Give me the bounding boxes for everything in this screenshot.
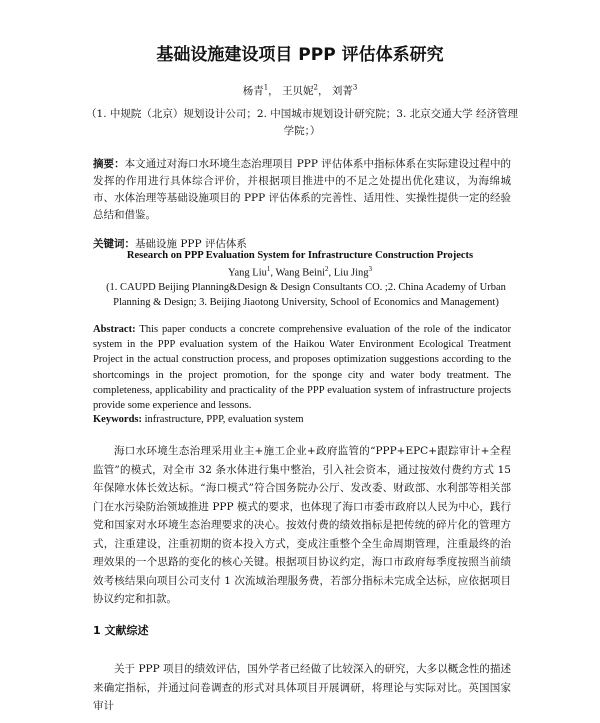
keywords-cn-text: 基础设施 PPP 评估体系 <box>135 238 247 250</box>
section-heading: 1 文献综述 <box>93 624 149 637</box>
author-list-cn <box>0 83 600 98</box>
author-sup: 1 <box>266 265 271 273</box>
abstract-cn-text: 本文通过对海口水环境生态治理项目 PPP 评估体系中指标体系在实际建设过程中的发挥的作用进行具体综合评价，并根据项目推进中的不足之处提出优化建议，为海绵城市、水体治理等基础设施项目的 PPP 评估体系的完善性、适用性、实操性提供一定的经验总结和借鉴。 <box>93 158 512 221</box>
body-paragraph: 海口水环境生态治理采用业主+施工企业+政府监管的“PPP+EPC+跟踪审计+全程监管”的模式，对全市 32 条水体进行集中整治，引入社会资本，通过按效付费约方式 15 年保障水体长效达标。“海口模式”符合国务院办公厅、发改委、财政部、水利部等相关部门在水污染防治领域推进 PPP 模式的要求，也体现了海口市委市政府以人民为中心，践行党和国家对水环境生态治理要求的决心。按效付费的绩效指标是把传统的碎片化的管理方式，注重建设，注重初期的资本投入方式，变成注重整个全生命周期管理，注重最终的治理效果的一个思路的变化的核心关键。根据项目协议约定，海口市政府每季度按照当前绩效考核结果向项目公司支付 1 次流域治理服务费，若部分指标未完成全达标，应依据项目协议约定和扣款。 <box>93 445 511 605</box>
affiliation-cn: （1. 中规院（北京）规划设计公司；2. 中国城市规划设计研究院；3. 北京交通大学 经济管理学院；） <box>86 108 518 137</box>
abstract-cn <box>93 156 511 224</box>
author-sup: 3 <box>368 265 373 273</box>
affiliation-en: (1. CAUPD Beijing Planning&Design & Design Consultants CO. ;2. China Academy of Urban Planning & Design; 3. Beijing Jiaotong University, School of Economics and Management) <box>106 282 506 308</box>
author-sup: 2 <box>313 83 318 92</box>
author-sup: 2 <box>325 265 329 273</box>
author-name: 杨青 <box>242 85 264 97</box>
author-name-en: Yang Liu <box>227 267 267 279</box>
abstract-en-text: This paper conducts a concrete comprehensive evaluation of the role of the indicator system in the PPP evaluation system of the Haikou Water Environment Ecological Treatment Project in the actual construction process, and proposes optimization suggestions according to the shortcomings in the project promotion, for the sponge city and water body treatment. The completeness, applicability and practicality of the PPP evaluation system of infrastructure projects provide some experience and lessons. <box>93 324 511 412</box>
body-paragraph: 关于 PPP 项目的绩效评估，国外学者已经做了比较深入的研究，大多以概念性的描述来确定指标，并通过问卷调查的形式对具体项目开展调研，将理论与实际对比。英国国家审计 <box>93 663 511 712</box>
author-separator: ， <box>268 85 279 97</box>
author-name: 王贝妮 <box>282 85 314 97</box>
keywords-cn <box>93 236 247 251</box>
author-separator: ， <box>317 85 329 97</box>
english-title: Research on PPP Evaluation System for Infrastructure Construction Projects <box>126 250 474 261</box>
author-sup: 3 <box>352 83 358 92</box>
keywords-en-text: infrastructure, PPP, evaluation system <box>144 414 304 425</box>
keywords-en-label: Keywords: <box>93 414 142 425</box>
paper-title: 基础设施建设项目 PPP 评估体系研究 <box>156 45 444 65</box>
abstract-en-label: Abstract: <box>93 324 136 335</box>
keywords-cn-label: 关键词： <box>93 238 135 250</box>
author-sup: 1 <box>263 83 269 92</box>
author-name: 刘菁 <box>331 85 353 97</box>
keywords-en <box>93 414 304 425</box>
author-name-en: Liu Jing <box>333 267 369 279</box>
author-name-en: Wang Beini <box>275 267 326 279</box>
abstract-en <box>93 322 511 413</box>
abstract-cn-label: 摘要： <box>93 158 125 170</box>
author-list-en: Yang Liu$^1$, Wang Beini$^2$, Liu Jing$^3$ <box>227 265 373 279</box>
